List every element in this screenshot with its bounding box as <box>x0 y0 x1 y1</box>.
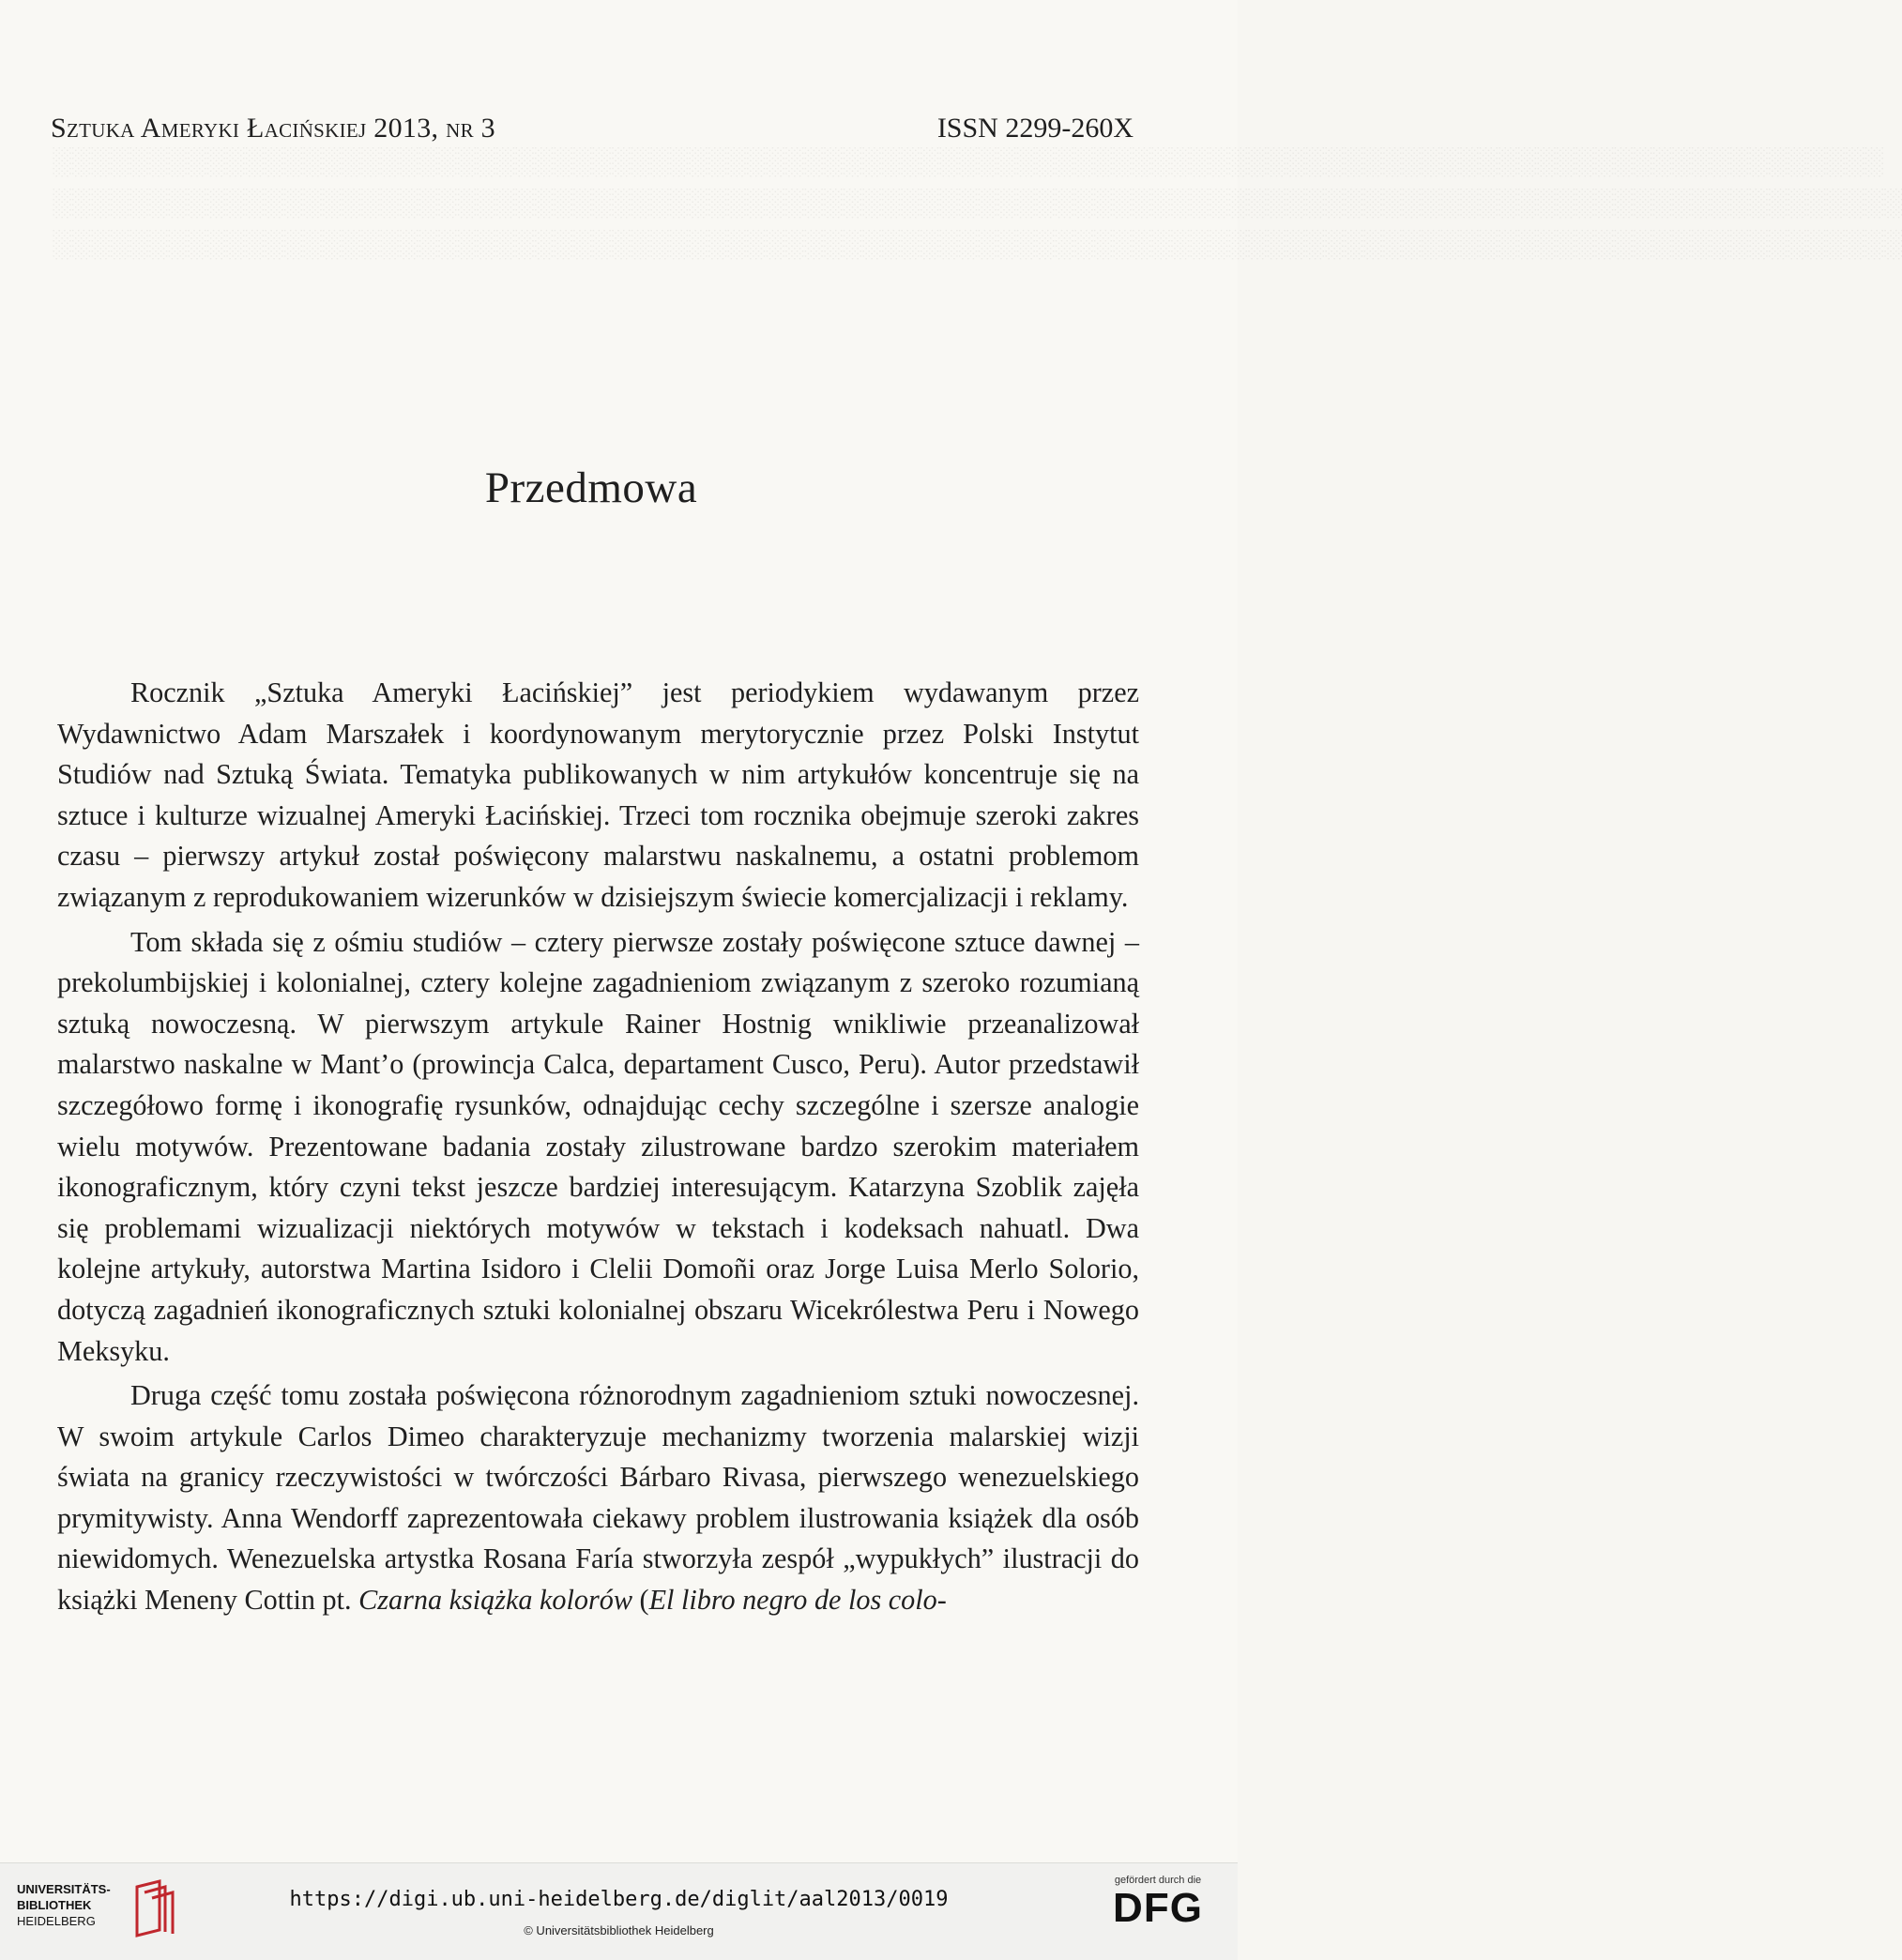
paragraph-3 <box>57 1375 1139 1621</box>
paragraph-1: Rocznik „Sztuka Ameryki Łacińskiej” jest periodykiem wydawanym przez Wydawnictwo Adam Marszałek i koordynowanym merytorycznie przez Polski Instytut Studiów nad Sztuką Świata. Tematyka publikowanych w nim artykułów koncentruje się na sztuce i kulturze wizualnej Ameryki Łacińskiej. Trzeci tom rocznika obejmuje szeroki zakres czasu – pierwszy artykuł został poświęcony malarstwu naskalnemu, a ostatni problemom związanym z reprodukowaniem wizerunków w dzisiejszym świecie komercjalizacji i reklamy. <box>57 676 1139 913</box>
book-title-pl: Czarna książka kolorów <box>358 1584 632 1617</box>
paragraph-3-text: Druga część tomu została poświęcona różnorodnym zagadnieniom sztuki nowoczesnej. W swoim artykule Carlos Dimeo charakteryzuje mechanizmy tworzenia malarskiej wizji świata na granicy rzeczywistości w twórczości Bárbaro Rivasa, pierwszego wenezuelskiego prymitywisty. Anna Wendorff zaprezentowała ciekawy problem ilustrowania książek dla osób niewidomych. Wenezuelska artystka Rosana Faría stworzyła zespół „wypukłych” ilustracji do książki Meneny Cottin pt. <box>57 1379 1139 1617</box>
copyright: © Universitätsbibliothek Heidelberg <box>524 1923 714 1937</box>
viewer-footer <box>0 1862 1238 1960</box>
library-line-3: HEIDELBERG <box>17 1914 96 1928</box>
dfg-wordmark: DFG <box>1113 1885 1203 1931</box>
bleed-through-texture: ░░░░░░░░░░░░░░░░░░░░░░░░░░░░░░░░░░░░░░░░░░░░░░░░░░░░░░░░░░░░░░░░░░░░░░░░░░░░░░░░░░░░░░░░░░░░░░░ ░░░░░░░░░░░░░░░░░░░░░░░░░░░░░░░░░░░░░░░░░░░░░░░░░░░░░░░░░░░░░░░░░░░░░░░░░░░░░░░░░░░░░░░░░░░░░░░░ ░░░░░░░░░░░░░░░░░░░░░░░░░░░░░░░░░░░░░░░░░░░░░░░░░░░░░░░░░░░░░░░░░░░░░░░░░░░░░░░░░░░░░░░░░░░░░░░░ <box>52 146 1902 259</box>
body-text <box>57 673 1139 1621</box>
library-line-2: BIBLIOTHEK <box>17 1898 92 1912</box>
page-title: Przedmowa <box>484 463 698 512</box>
dfg-caption: gefördert durch die <box>1114 1875 1202 1886</box>
issn: ISSN 2299-260X <box>936 113 1134 144</box>
permalink[interactable]: https://digi.ub.uni-heidelberg.de/diglit/aal2013/0019 <box>289 1888 949 1911</box>
paragraph-3-sep: ( <box>631 1584 649 1617</box>
journal-title: Sztuka Ameryki Łacińskiej 2013, nr 3 <box>51 113 495 144</box>
book-title-es: El libro negro de los colo- <box>648 1584 947 1617</box>
paragraph-2: Tom składa się z ośmiu studiów – cztery pierwsze zostały poświęcone sztuce dawnej – prekolumbijskiej i kolonialnej, cztery kolejne zagadnieniom związanym z szeroko rozumianą sztuką nowoczesną. W pierwszym artykule Rainer Hostnig wnikliwie przeanalizował malarstwo naskalne w Mant’o (prowincja Calca, departament Cusco, Peru). Autor przedstawił szczegółowo formę i ikonografię rysunków, odnajdując cechy szczególne i szersze analogie wielu motywów. Prezentowane badania zostały zilustrowane bardzo szerokim materiałem ikonograficznym, który czyni tekst jeszcze bardziej interesującym. Katarzyna Szoblik zajęła się problemami wizualizacji niektórych motywów w tekstach i kodeksach nahuatl. Dwa kolejne artykuły, autorstwa Martina Isidoro i Clelii Domoñi oraz Jorge Luisa Merlo Solorio, dotyczą zagadnień ikonograficznych sztuki kolonialnej obszaru Wicekrólestwa Peru i Nowego Meksyku. <box>57 925 1139 1367</box>
running-header <box>51 113 1134 150</box>
library-line-1: UNIVERSITÄTS- <box>17 1882 111 1896</box>
dfg-logo[interactable] <box>1097 1875 1219 1931</box>
